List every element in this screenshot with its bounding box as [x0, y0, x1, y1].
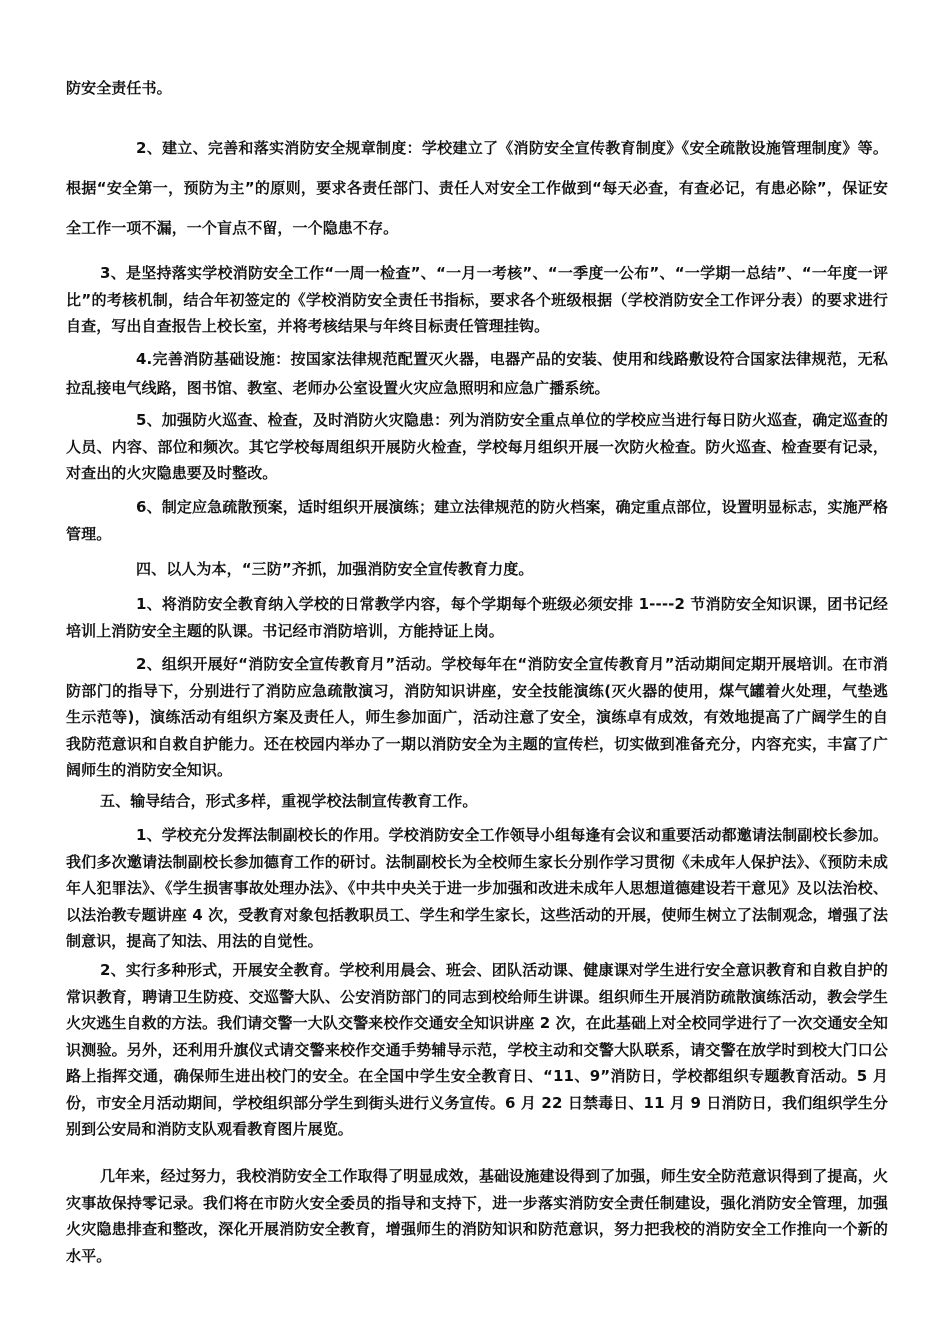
- paragraph-legal-vice-principal: 1、学校充分发挥法制副校长的作用。学校消防安全工作领导小组每逢有会议和重要活动都邀请法制副校长参加。我们多次邀请法制副校长参加德育工作的研讨。法制副校长为全校师生家长分别作学习贯彻《未成年人保护法》、《预防未成年人犯罪法》、《学生损害事故处理办法》、《中共中央关于进一步加强和改进未成年人思想道德建设若干意见》及以法治校、以法治教专题讲座 4 次，受教育对象包括教职员工、学生和学生家长，这些活动的开展，使师生树立了法制观念，增强了法制意识，提高了知法、用法的自觉性。: [66, 826, 888, 950]
- paragraph-responsibility-letter-end: 防安全责任书。: [66, 79, 172, 97]
- paragraph-fire-education-curriculum: 1、将消防安全教育纳入学校的日常教学内容，每个学期每个班级必须安排 1----2 节消防安全知识课，团书记经培训上消防安全主题的队课。书记经市消防培训，方能持证上岗。: [66, 595, 888, 640]
- paragraph-fire-education-month: 2、组织开展好“消防安全宣传教育月”活动。学校每年在“消防安全宣传教育月”活动期间定期开展培训。在市消防部门的指导下，分别进行了消防应急疏散演习，消防知识讲座，安全技能演练(灭火器的使用，煤气罐着火处理，气垫逃生示范等)，演练活动有组织方案及责任人，师生参加面广，活动注意了安全，演练卓有成效，有效地提高了广阔学生的自我防范意识和自救自护能力。还在校园内举办了一期以消防安全为主题的宣传栏，切实做到准备充分，内容充实，丰富了广阔师生的消防安全知识。: [66, 655, 888, 779]
- paragraph-fire-patrol: 5、加强防火巡查、检查，及时消防火灾隐患：列为消防安全重点单位的学校应当进行每日防火巡查，确定巡查的人员、内容、部位和频次。其它学校每周组织开展防火检查，学校每月组织开展一次防火检查。防火巡查、检查要有记录，对查出的火灾隐患要及时整改。: [66, 411, 888, 482]
- paragraph-regulations: 2、建立、完善和落实消防安全规章制度：学校建立了《消防安全宣传教育制度》《安全疏散设施管理制度》等。根据“安全第一，预防为主”的原则，要求各责任部门、责任人对安全工作做到“每天必查，有查必记，有患必除”，保证安全工作一项不漏，一个盲点不留，一个隐患不存。: [66, 139, 888, 237]
- paragraph-safety-education-forms: 2、实行多种形式，开展安全教育。学校利用晨会、班会、团队活动课、健康课对学生进行安全意识教育和自救自护的常识教育，聘请卫生防疫、交巡警大队、公安消防部门的同志到校给师生讲课。组织师生开展消防疏散演练活动，教会学生火灾逃生自救的方法。我们请交警一大队交警来校作交通安全知识讲座 2 次，在此基础上对全校同学进行了一次交通安全知识测验。另外，还利用升旗仪式请交警来校作交通手势辅导示范，学校主动和交警大队联系，请交警在放学时到校大门口公路上指挥交通，确保师生进出校门的安全。在全国中学生安全教育日、“11、9”消防日，学校都组织专题教育活动。5 月份，市安全月活动期间，学校组织部分学生到街头进行义务宣传。6 月 22 日禁毒日、11 月 9 日消防日，我们组织学生分别到公安局和消防支队观看教育图片展览。: [66, 961, 888, 1138]
- paragraph-assessment-mechanism: 3、是坚持落实学校消防安全工作“一周一检查”、“一月一考核”、“一季度一公布”、“一学期一总结”、“一年度一评比”的考核机制，结合年初签定的《学校消防安全责任书指标，要求各个班级根据（学校消防安全工作评分表）的要求进行自查，写出自查报告上校长室，并将考核结果与年终目标责任管理挂钩。: [66, 264, 888, 335]
- paragraph-fire-facilities: 4.完善消防基础设施：按国家法律规范配置灭火器，电器产品的安装、使用和线路敷设符合国家法律规范，无私拉乱接电气线路，图书馆、教室、老师办公室设置火灾应急照明和应急广播系统。: [66, 350, 888, 397]
- section-heading-five: 五、输导结合，形式多样，重视学校法制宣传教育工作。: [100, 792, 478, 810]
- paragraph-conclusion: 几年来，经过努力，我校消防安全工作取得了明显成效，基础设施建设得到了加强，师生安全防范意识得到了提高，火灾事故保持零记录。我们将在市防火安全委员的指导和支持下，进一步落实消防安全责任制建设，强化消防安全管理，加强火灾隐患排查和整改，深化开展消防安全教育，增强师生的消防知识和防范意识，努力把我校的消防安全工作推向一个新的水平。: [66, 1167, 888, 1265]
- section-heading-four: 四、以人为本，“三防”齐抓，加强消防安全宣传教育力度。: [136, 560, 534, 578]
- paragraph-evacuation-plan: 6、制定应急疏散预案，适时组织开展演练；建立法律规范的防火档案，确定重点部位，设置明显标志，实施严格管理。: [66, 498, 888, 543]
